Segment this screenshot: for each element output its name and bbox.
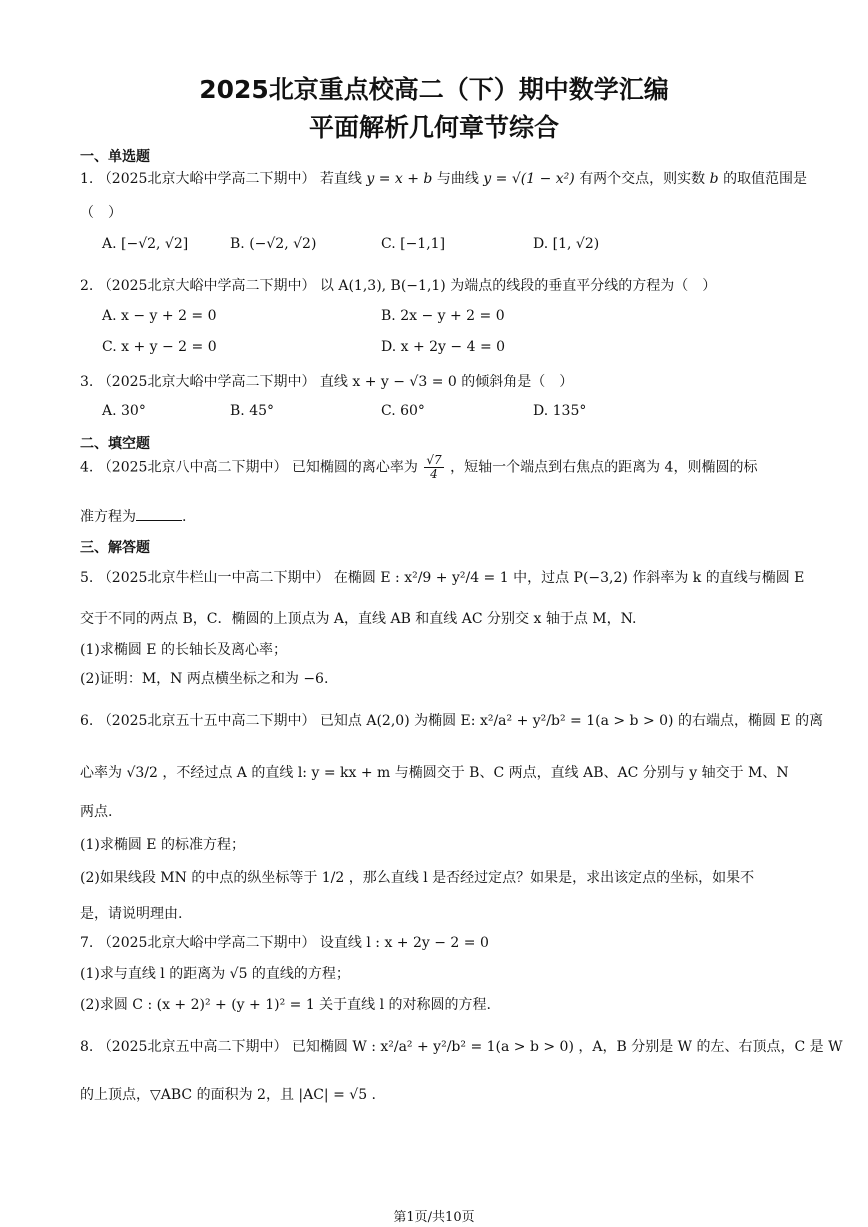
option-a: A. [−√2, √2] <box>102 236 189 252</box>
question-text: 已知椭圆的离心率为 <box>291 459 418 476</box>
option-c: C. x + y − 2 = 0 <box>102 339 217 355</box>
question-6-line-3: 两点. <box>80 804 113 820</box>
question-7 <box>80 932 489 952</box>
question-source: （2025北京五中高二下期中） <box>97 1039 288 1055</box>
question-text: . <box>182 509 187 525</box>
question-text: 与曲线 <box>436 171 479 187</box>
question-source: （2025北京大峪中学高二下期中） <box>97 374 316 390</box>
question-6 <box>80 710 823 730</box>
question-source: （2025北京牛栏山一中高二下期中） <box>97 570 330 586</box>
option-c: C. [−1,1] <box>381 236 446 252</box>
question-4-continued <box>80 506 186 526</box>
question-5 <box>80 567 804 587</box>
question-1 <box>80 168 807 188</box>
question-7-part-2: (2)求圆 C : (x + 2)² + (y + 1)² = 1 关于直线 l 的对称圆的方程. <box>80 997 492 1013</box>
question-text: 的取值范围是 <box>723 171 808 187</box>
section-heading-fill-in: 二、填空题 <box>80 436 150 452</box>
question-source: （2025北京五十五中高二下期中） <box>97 713 316 729</box>
question-number: 3. <box>80 374 94 390</box>
question-source: （2025北京八中高二下期中） <box>97 459 288 476</box>
question-text: 在椭圆 E : x²/9 + y²/4 = 1 中，过点 P(−3,2) 作斜率为 k 的直线与椭圆 E <box>333 570 805 586</box>
question-text: 准方程为 <box>80 509 136 525</box>
question-source: （2025北京大峪中学高二下期中） <box>97 935 316 951</box>
question-6-line-2: 心率为 √3/2 ，不经过点 A 的直线 l: y = kx + m 与椭圆交于 B、C 两点，直线 AB、AC 分别与 y 轴交于 M、N <box>80 765 789 781</box>
question-text: 若直线 <box>319 171 362 187</box>
question-5-line-2: 交于不同的两点 B，C．椭圆的上顶点为 A，直线 AB 和直线 AC 分别交 x 轴于点 M，N. <box>80 611 637 627</box>
question-number: 8. <box>80 1039 94 1055</box>
option-a: A. 30° <box>102 403 146 419</box>
question-4 <box>80 454 757 481</box>
page-number: 第1页/共10页 <box>393 1210 475 1225</box>
question-number: 1. <box>80 171 94 187</box>
question-text: 设直线 l : x + 2y − 2 = 0 <box>319 935 489 951</box>
option-d: D. 135° <box>533 403 587 419</box>
answer-blank <box>136 508 182 521</box>
option-d: D. [1, √2) <box>533 236 600 252</box>
answer-parentheses: （ ） <box>80 205 122 221</box>
option-b: B. 45° <box>230 403 275 419</box>
fraction-numerator: √7 <box>426 453 442 467</box>
question-8-line-2: 的上顶点，▽ABC 的面积为 2，且 |AC| = √5 . <box>80 1087 377 1103</box>
question-number: 5. <box>80 570 94 586</box>
question-number: 4. <box>80 459 94 476</box>
fraction <box>424 454 443 481</box>
question-number: 7. <box>80 935 94 951</box>
page-title: 2025北京重点校高二（下）期中数学汇编 <box>199 75 669 104</box>
question-text: 有两个交点，则实数 <box>579 171 706 187</box>
section-heading-single-choice: 一、单选题 <box>80 149 150 165</box>
option-b: B. 2x − y + 2 = 0 <box>381 308 505 324</box>
option-a: A. x − y + 2 = 0 <box>102 308 217 324</box>
math-expression: y = x + b <box>366 171 433 187</box>
question-text: 以 A(1,3), B(−1,1) 为端点的线段的垂直平分线的方程为（ ） <box>319 278 717 294</box>
question-text: 直线 x + y − √3 = 0 的倾斜角是（ ） <box>319 374 574 390</box>
question-6-part-2-continued: 是，请说明理由. <box>80 906 183 922</box>
page-subtitle: 平面解析几何章节综合 <box>308 113 559 142</box>
section-heading-answers: 三、解答题 <box>80 540 150 556</box>
question-text: ，短轴一个端点到右焦点的距离为 4，则椭圆的标 <box>450 459 758 476</box>
math-expression: y = √(1 − x²) <box>483 171 575 187</box>
option-d: D. x + 2y − 4 = 0 <box>381 339 506 355</box>
question-number: 2. <box>80 278 94 294</box>
question-5-part-2: (2)证明：M，N 两点横坐标之和为 −6. <box>80 671 329 687</box>
question-2 <box>80 275 716 295</box>
question-text: 已知椭圆 W : x²/a² + y²/b² = 1(a > b > 0) ，A，B 分别是 W 的左、右顶点，C 是 W <box>291 1039 843 1055</box>
question-5-part-1: (1)求椭圆 E 的长轴长及离心率； <box>80 642 287 658</box>
question-source: （2025北京大峪中学高二下期中） <box>97 278 316 294</box>
option-c: C. 60° <box>381 403 425 419</box>
question-source: （2025北京大峪中学高二下期中） <box>97 171 316 187</box>
question-3 <box>80 371 573 391</box>
option-b: B. (−√2, √2) <box>230 236 317 252</box>
question-number: 6. <box>80 713 94 729</box>
fraction-denominator: 4 <box>430 467 438 482</box>
question-text: 已知点 A(2,0) 为椭圆 E: x²/a² + y²/b² = 1(a > b > 0) 的右端点，椭圆 E 的离 <box>319 713 824 729</box>
question-8 <box>80 1036 843 1056</box>
question-6-part-2: (2)如果线段 MN 的中点的纵坐标等于 1/2 ，那么直线 l 是否经过定点？如果是，求出该定点的坐标，如果不 <box>80 870 755 886</box>
question-7-part-1: (1)求与直线 l 的距离为 √5 的直线的方程； <box>80 966 350 982</box>
math-variable: b <box>709 171 719 187</box>
question-6-part-1: (1)求椭圆 E 的标准方程； <box>80 837 245 853</box>
